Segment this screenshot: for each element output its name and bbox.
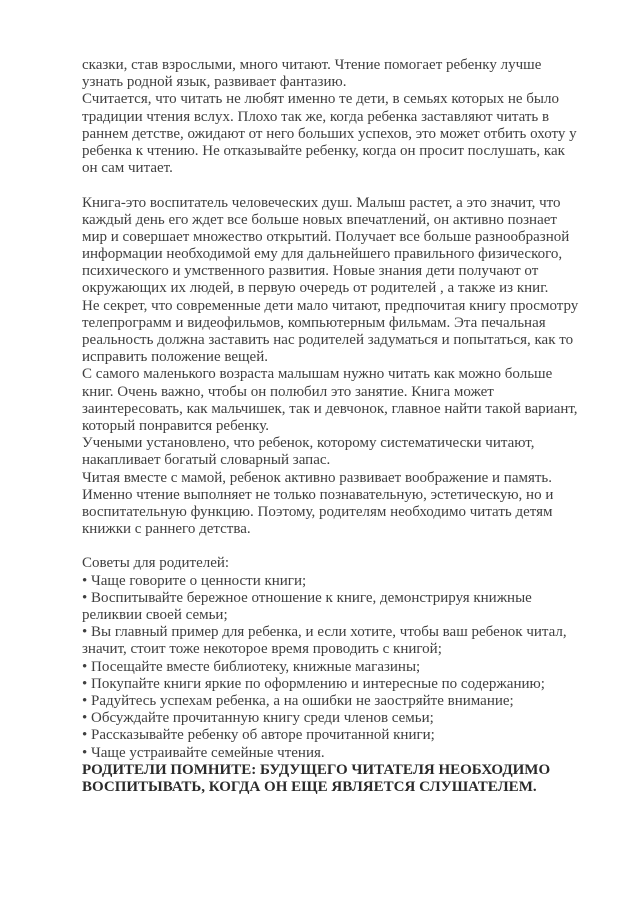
- text-line: традиции чтения вслух. Плохо так же, когда ребенка заставляют читать в: [82, 108, 550, 125]
- text-line: • Чаще говорите о ценности книги;: [82, 572, 307, 589]
- text-line: каждый день его ждет все больше новых впечатлений, он активно познает: [82, 211, 557, 228]
- text-line: накапливает богатый словарный запас.: [82, 452, 331, 469]
- text-line: • Вы главный пример для ребенка, и если хотите, чтобы ваш ребенок читал,: [82, 624, 567, 641]
- text-line: • Радуйтесь успехам ребенка, а на ошибки не заостряйте внимание;: [82, 692, 514, 709]
- text-line: Не секрет, что современные дети мало читают, предпочитая книгу просмотру: [82, 297, 579, 314]
- text-line: • Обсуждайте прочитанную книгу среди членов семьи;: [82, 710, 434, 727]
- paragraph-block: [82, 555, 602, 572]
- text-line: реликвии своей семьи;: [82, 607, 228, 623]
- text-line: Книга-это воспитатель человеческих душ. Малыш растет, а это значит, что: [82, 194, 561, 211]
- text-line: • Чаще устраивайте семейные чтения.: [82, 744, 325, 761]
- text-line: окружающих их людей, в первую очередь от родителей , а также из книг.: [82, 280, 549, 297]
- bold-note: [82, 762, 602, 796]
- text-line: Считается, что читать не любят именно те дети, в семьях которых не было: [82, 91, 559, 108]
- text-line: ребенка к чтению. Не отказывайте ребенку, когда он просит послушать, как: [82, 142, 565, 159]
- paragraph-block: [82, 298, 602, 367]
- paragraph-block: [82, 366, 602, 435]
- text-line: реальность должна заставить нас родителей задуматься и попытаться, как то: [82, 332, 574, 348]
- text-line: • Рассказывайте ребенку об авторе прочитанной книги;: [82, 727, 435, 744]
- text-line: раннем детстве, ожидают от него больших успехов, это может отбить охоту у: [82, 125, 577, 142]
- text-line: сказки, став взрослыми, много читают. Чтение помогает ребенку лучше: [82, 57, 542, 73]
- text-line: С самого маленького возраста малышам нужно читать как можно больше: [82, 366, 553, 383]
- text-line: РОДИТЕЛИ ПОМНИТЕ: БУДУЩЕГО ЧИТАТЕЛЯ НЕОБХОДИМО: [82, 761, 551, 778]
- text-line: Читая вместе с мамой, ребенок активно развивает воображение и память.: [82, 469, 553, 486]
- text-line: книжки с раннего детства.: [82, 521, 251, 538]
- text-line: • Посещайте вместе библиотеку, книжные магазины;: [82, 658, 421, 675]
- paragraph-block: [82, 470, 602, 539]
- paragraph-block: [82, 195, 602, 298]
- paragraph-block: [82, 57, 602, 91]
- text-line: ВОСПИТЫВАТЬ, КОГДА ОН ЕЩЕ ЯВЛЯЕТСЯ СЛУШАТЕЛЕМ.: [82, 778, 537, 795]
- text-line: • Воспитывайте бережное отношение к книге, демонстрируя книжные: [82, 589, 532, 606]
- text-line: мир и совершает множество открытий. Получает все больше разнообразной: [82, 228, 570, 245]
- text-line: заинтересовать, как мальчишек, так и девчонок, главное найти такой вариант,: [82, 400, 578, 417]
- text-line: • Покупайте книги яркие по оформлению и интересные по содержанию;: [82, 675, 545, 692]
- text-line: Именно чтение выполняет не только познавательную, эстетическую, но и: [82, 486, 554, 503]
- document-text-column: [82, 57, 602, 796]
- text-line: воспитательную функцию. Поэтому, родителям необходимо читать детям: [82, 503, 553, 520]
- text-line: телепрограмм и видеофильмов, компьютерным фильмам. Эта печальная: [82, 314, 546, 331]
- paragraph-block: [82, 435, 602, 469]
- text-line: он сам читает.: [82, 160, 173, 177]
- text-line: исправить положение вещей.: [82, 349, 268, 366]
- text-line: информации необходимой ему для дальнейшего правильного физического,: [82, 246, 563, 263]
- text-line: узнать родной язык, развивает фантазию.: [82, 74, 347, 91]
- text-line: который понравится ребенку.: [82, 417, 270, 434]
- text-line: значит, стоит тоже некоторое время проводить с книгой;: [82, 641, 442, 658]
- text-line: книг. Очень важно, чтобы он полюбил это занятие. Книга может: [82, 383, 494, 400]
- text-line: психического и умственного развития. Новые знания дети получают от: [82, 263, 539, 280]
- paragraph-block: [82, 91, 602, 177]
- text-line: Советы для родителей:: [82, 555, 230, 572]
- text-line: Учеными установлено, что ребенок, которому систематически читают,: [82, 435, 535, 452]
- bullet-list: [82, 573, 602, 762]
